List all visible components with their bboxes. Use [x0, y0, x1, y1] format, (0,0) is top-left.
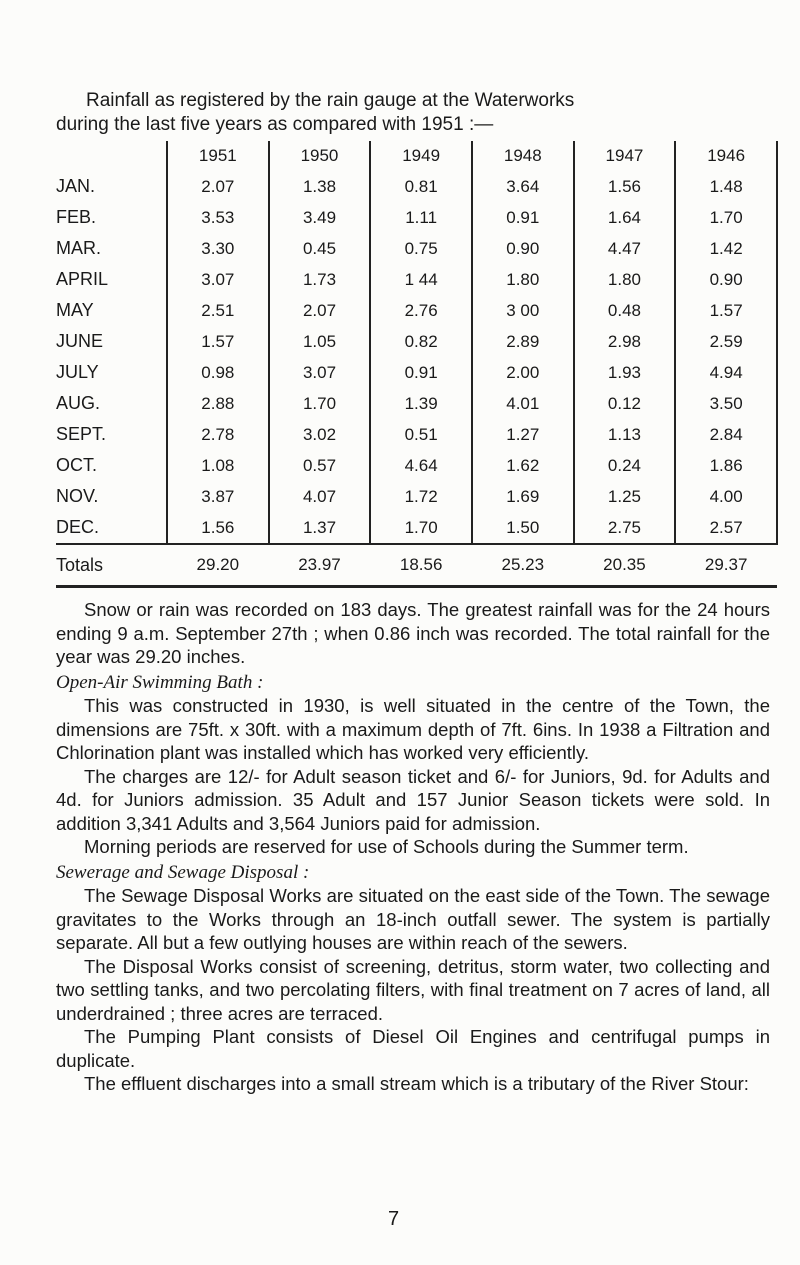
- rainfall-cell: 2.75: [574, 512, 676, 544]
- rainfall-cell: 1.80: [574, 264, 676, 295]
- table-row: [56, 450, 777, 481]
- rainfall-cell: 1 44: [370, 264, 472, 295]
- section-heading-swimming-bath: Open-Air Swimming Bath :: [56, 671, 264, 693]
- month-label: NOV.: [56, 486, 99, 506]
- rainfall-cell: 1.50: [472, 512, 574, 544]
- month-label: AUG.: [56, 393, 101, 413]
- rainfall-cell: 0.24: [574, 450, 676, 481]
- month-label: JAN.: [56, 176, 96, 196]
- rainfall-cell: 1.56: [574, 171, 676, 202]
- page-number: 7: [388, 1208, 400, 1230]
- rainfall-cell: 0.91: [472, 202, 574, 233]
- rainfall-cell: 0.91: [370, 357, 472, 388]
- rainfall-cell: 4.47: [574, 233, 676, 264]
- rainfall-cell: 3.02: [269, 419, 371, 450]
- rainfall-cell: 1.93: [574, 357, 676, 388]
- rainfall-cell: 4.07: [269, 481, 371, 512]
- month-label: MAY: [56, 300, 94, 320]
- total-cell: 25.23: [472, 544, 574, 587]
- table-row: [56, 233, 777, 264]
- rainfall-cell: 0.81: [370, 171, 472, 202]
- year-header: 1951: [167, 141, 269, 171]
- table-row: [56, 264, 777, 295]
- swimming-bath-paragraph: This was constructed in 1930, is well situated in the centre of the Town, the dimensions are 75ft. x 30ft. with a maximum depth of 7ft. 6ins. In 1938 a Filtration and Chlorination plant was installed which has worked very efficiently.: [56, 695, 770, 763]
- rainfall-cell: 2.00: [472, 357, 574, 388]
- year-header: 1949: [370, 141, 472, 171]
- table-header-row: [56, 141, 777, 171]
- rainfall-cell: 0.12: [574, 388, 676, 419]
- rainfall-cell: 2.78: [167, 419, 269, 450]
- month-label: DEC.: [56, 517, 100, 537]
- rainfall-cell: 1.70: [269, 388, 371, 419]
- rainfall-cell: 0.51: [370, 419, 472, 450]
- table-row: [56, 388, 777, 419]
- rainfall-cell: 0.57: [269, 450, 371, 481]
- rainfall-cell: 1.05: [269, 326, 371, 357]
- month-label: JUNE: [56, 331, 104, 351]
- rainfall-cell: 0.90: [675, 264, 777, 295]
- month-label: MAR.: [56, 238, 101, 258]
- rainfall-cell: 2.07: [167, 171, 269, 202]
- rainfall-cell: 1.80: [472, 264, 574, 295]
- rainfall-cell: 3.30: [167, 233, 269, 264]
- rainfall-cell: 1.57: [167, 326, 269, 357]
- rainfall-cell: 2.88: [167, 388, 269, 419]
- sewage-works-paragraph: The Sewage Disposal Works are situated on the east side of the Town. The sewage gravitates to the Works through an 18-inch outfall sewer. The system is partially separate. All but a few outlying houses are within reach of the sewers.: [56, 885, 770, 953]
- rainfall-cell: 4.01: [472, 388, 574, 419]
- rainfall-cell: 1.62: [472, 450, 574, 481]
- month-label: APRIL: [56, 269, 109, 289]
- rainfall-cell: 1.70: [675, 202, 777, 233]
- rainfall-cell: 2.84: [675, 419, 777, 450]
- intro-line-2: during the last five years as compared with 1951 :—: [56, 114, 494, 135]
- year-header: 1950: [269, 141, 371, 171]
- year-header: 1946: [675, 141, 777, 171]
- rainfall-cell: 1.11: [370, 202, 472, 233]
- table-row: [56, 326, 777, 357]
- rainfall-cell: 1.64: [574, 202, 676, 233]
- rainfall-cell: 2.07: [269, 295, 371, 326]
- rainfall-cell: 1.73: [269, 264, 371, 295]
- total-cell: 23.97: [269, 544, 371, 587]
- swimming-charges-paragraph: The charges are 12/- for Adult season ticket and 6/- for Juniors, 9d. for Adults and 4d. for Juniors admission. 35 Adult and 157 Junior Season tickets were sold. In addition 3,341 Adults and 3,564 Juniors paid for admission.: [56, 765, 770, 834]
- swimming-schools-paragraph: Morning periods are reserved for use of Schools during the Summer term.: [84, 836, 689, 857]
- table-row: [56, 512, 777, 544]
- month-label: OCT.: [56, 455, 98, 475]
- rainfall-cell: 2.59: [675, 326, 777, 357]
- total-cell: 29.20: [167, 544, 269, 587]
- rainfall-cell: 0.48: [574, 295, 676, 326]
- rainfall-cell: 1.13: [574, 419, 676, 450]
- table-row: [56, 295, 777, 326]
- rainfall-table: [56, 141, 778, 588]
- table-row: [56, 357, 777, 388]
- totals-label: Totals: [56, 544, 167, 587]
- rainfall-cell: 1.69: [472, 481, 574, 512]
- table-row: [56, 202, 777, 233]
- rainfall-cell: 3.07: [269, 357, 371, 388]
- rainfall-cell: 4.94: [675, 357, 777, 388]
- pumping-plant-paragraph: The Pumping Plant consists of Diesel Oil Engines and centrifugal pumps in duplicate.: [56, 1026, 770, 1071]
- rainfall-cell: 1.37: [269, 512, 371, 544]
- total-cell: 20.35: [574, 544, 676, 587]
- rainfall-cell: 3.64: [472, 171, 574, 202]
- intro-line-1: Rainfall as registered by the rain gauge at the Waterworks: [86, 90, 575, 111]
- rainfall-cell: 3.87: [167, 481, 269, 512]
- month-header: [56, 141, 167, 171]
- year-header: 1948: [472, 141, 574, 171]
- rainfall-cell: 2.98: [574, 326, 676, 357]
- rainfall-cell: 1.08: [167, 450, 269, 481]
- rainfall-cell: 1.39: [370, 388, 472, 419]
- rainfall-cell: 0.75: [370, 233, 472, 264]
- total-cell: 18.56: [370, 544, 472, 587]
- disposal-works-paragraph: The Disposal Works consist of screening, detritus, storm water, two collecting and two settling tanks, and two percolating filters, with final treatment on 7 acres of land, all underdrained ; three acres are terraced.: [56, 955, 770, 1024]
- month-label: FEB.: [56, 207, 97, 227]
- rainfall-cell: 3.53: [167, 202, 269, 233]
- totals-row: [56, 544, 777, 587]
- year-header: 1947: [574, 141, 676, 171]
- section-heading-sewerage: Sewerage and Sewage Disposal :: [56, 861, 310, 883]
- rainfall-cell: 1.70: [370, 512, 472, 544]
- rainfall-cell: 3 00: [472, 295, 574, 326]
- table-row: [56, 419, 777, 450]
- rainfall-cell: 1.57: [675, 295, 777, 326]
- rainfall-cell: 1.72: [370, 481, 472, 512]
- rainfall-cell: 0.90: [472, 233, 574, 264]
- rainfall-cell: 3.49: [269, 202, 371, 233]
- rainfall-cell: 1.86: [675, 450, 777, 481]
- rainfall-cell: 1.38: [269, 171, 371, 202]
- rainfall-cell: 3.50: [675, 388, 777, 419]
- rainfall-intro: [56, 89, 756, 137]
- rainfall-cell: 2.57: [675, 512, 777, 544]
- rainfall-cell: 2.89: [472, 326, 574, 357]
- rainfall-summary: Snow or rain was recorded on 183 days. The greatest rainfall was for the 24 hours ending 9 a.m. September 27th ; when 0.86 inch was recorded. The total rainfall for the year was 29.20 inches.: [56, 599, 770, 667]
- table-row: [56, 481, 777, 512]
- rainfall-cell: 1.56: [167, 512, 269, 544]
- table-row: [56, 171, 777, 202]
- rainfall-cell: 4.64: [370, 450, 472, 481]
- rainfall-cell: 0.98: [167, 357, 269, 388]
- rainfall-cell: 2.51: [167, 295, 269, 326]
- rainfall-cell: 4.00: [675, 481, 777, 512]
- rainfall-cell: 1.42: [675, 233, 777, 264]
- rainfall-cell: 1.27: [472, 419, 574, 450]
- rainfall-cell: 2.76: [370, 295, 472, 326]
- total-cell: 29.37: [675, 544, 777, 587]
- effluent-paragraph: The effluent discharges into a small stream which is a tributary of the River Stour:: [84, 1073, 749, 1094]
- rainfall-cell: 0.82: [370, 326, 472, 357]
- rainfall-cell: 3.07: [167, 264, 269, 295]
- rainfall-cell: 1.25: [574, 481, 676, 512]
- month-label: SEPT.: [56, 424, 107, 444]
- report-body: [56, 598, 770, 1096]
- rainfall-cell: 1.48: [675, 171, 777, 202]
- rainfall-cell: 0.45: [269, 233, 371, 264]
- month-label: JULY: [56, 362, 99, 382]
